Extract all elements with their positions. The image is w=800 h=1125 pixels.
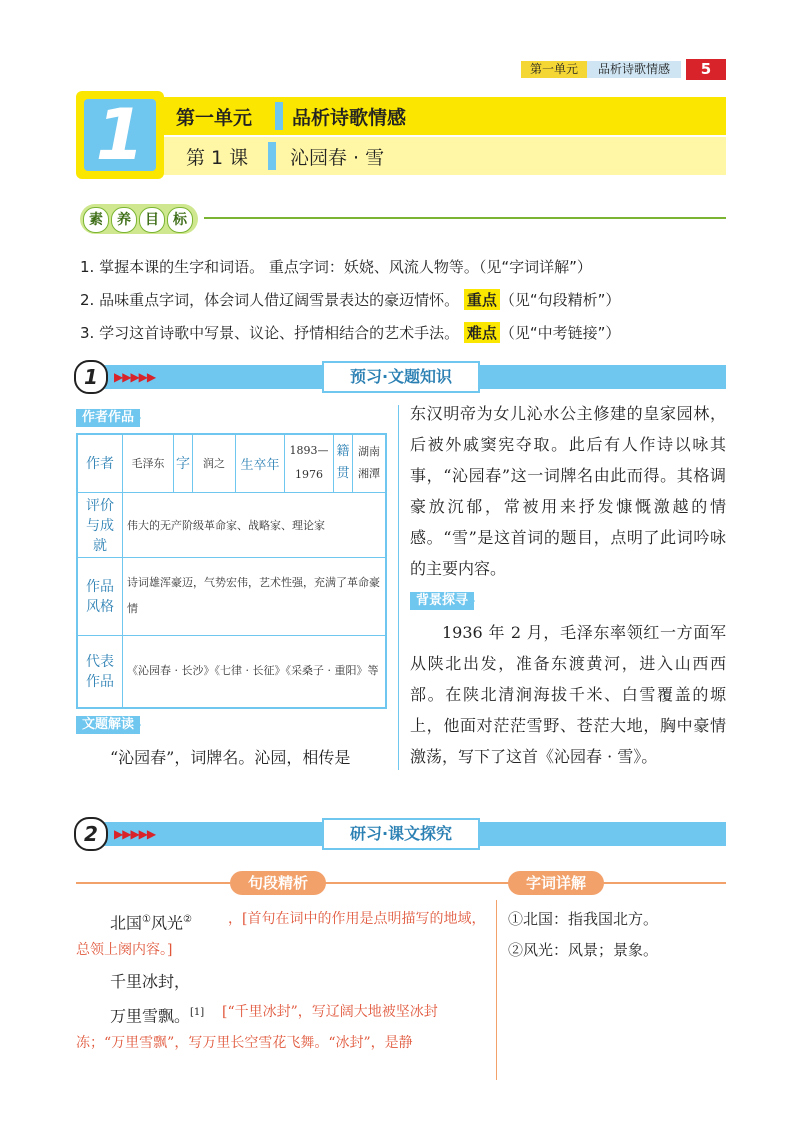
goal-text: 3. 学习这首诗歌中写景、议论、抒情相结合的艺术手法。 bbox=[80, 324, 460, 342]
goal-key-tag: 重点 bbox=[464, 289, 500, 310]
goals-heading-char: 目 bbox=[139, 207, 165, 233]
section-1-number: 1 bbox=[74, 360, 108, 394]
table-cell: 诗词雄浑豪迈，气势宏伟，艺术性强，充满了革命豪情 bbox=[123, 557, 387, 635]
poem-text: 北国 bbox=[110, 913, 143, 933]
goal-ref: （见“句段精析”） bbox=[499, 291, 621, 309]
unit-label: 第一单元 bbox=[176, 107, 253, 129]
lesson-separator bbox=[268, 142, 276, 170]
table-header-origin bbox=[334, 434, 353, 492]
title-reading-text-right: 东汉明帝为女儿沁水公主修建的皇家园林，后被外戚窦宪夺取。此后有人作诗以咏其事，“沁园春”这一词牌名由此而得。其格调豪放沉郁，常被用来抒发慷慨激越的情感。“雪”是这首词的题目，点明了此词吟咏的主要内容。 bbox=[410, 404, 726, 578]
analysis-line-2: 千里冰封， bbox=[110, 972, 191, 991]
table-cell-years bbox=[285, 434, 334, 492]
unit-topic: 品析诗歌情感 bbox=[292, 107, 407, 129]
author-works-tag: 作者作品 bbox=[76, 409, 140, 427]
goal-ref: （见“中考链接”） bbox=[499, 324, 621, 342]
table-header: 作品风格 bbox=[77, 557, 123, 635]
glossary-item-1: ①北国：指我国北方。 bbox=[508, 910, 659, 928]
analysis-note-1: ，[首句在词中的作用是点明描写的地域，总领上阕内容。] bbox=[76, 911, 486, 958]
poem-text: 万里雪飘。 bbox=[110, 1006, 191, 1026]
years-end: 1976 bbox=[295, 468, 323, 482]
lesson-number: 1 bbox=[84, 99, 156, 171]
page-number: 5 bbox=[686, 59, 726, 80]
poem-text: 风光 bbox=[150, 913, 183, 933]
origin-label-1: 籍 bbox=[336, 444, 350, 460]
goal-item-2 bbox=[80, 289, 620, 310]
column-divider bbox=[398, 405, 399, 770]
origin-2: 湘潭 bbox=[358, 467, 380, 481]
lesson-title: 沁园春 · 雪 bbox=[290, 147, 385, 169]
title-reading-tag: 文题解读 bbox=[76, 716, 140, 734]
title-reading-text-left: “沁园春”，词牌名。沁园，相传是 bbox=[110, 748, 351, 767]
annotation-ref: [1] bbox=[190, 1007, 205, 1018]
table-cell-origin bbox=[353, 434, 387, 492]
origin-1: 湖南 bbox=[358, 445, 380, 459]
analysis-tag: 句段精析 bbox=[230, 871, 326, 895]
table-cell: 伟大的无产阶级革命家、战略家、理论家 bbox=[123, 492, 387, 557]
footnote-ref: ② bbox=[183, 914, 192, 925]
glossary-tag: 字词详解 bbox=[508, 871, 604, 895]
analysis-divider bbox=[496, 900, 497, 1080]
section-1-title: 预习·文题知识 bbox=[322, 361, 480, 393]
goals-heading-char: 标 bbox=[167, 207, 193, 233]
lesson-label: 第 1 课 bbox=[186, 147, 249, 169]
footnote-ref: ① bbox=[142, 914, 151, 925]
analysis-note-3: [“千里冰封”，写辽阔大地被坚冰封冻；“万里雪飘”，写万里长空雪花飞舞。“冰封”，是静 bbox=[76, 1004, 438, 1051]
table-header: 代表作品 bbox=[77, 635, 123, 708]
header-topic: 品析诗歌情感 bbox=[587, 61, 681, 78]
table-header: 字 bbox=[174, 434, 193, 492]
goal-text: 1. 掌握本课的生字和词语。 重点字词：妖娆、风流人物等。（见“字词详解”） bbox=[80, 258, 592, 276]
goal-item-3 bbox=[80, 322, 620, 343]
background-text: 1936 年 2 月，毛泽东率领红一方面军从陕北出发，准备东渡黄河，进入山西西部。在陕北清涧海拔千米、白雪覆盖的塬上，他面对茫茫雪野、苍茫大地，胸中豪情激荡，写下了这首《沁园春 · 雪》。 bbox=[410, 623, 726, 766]
origin-label-2: 贯 bbox=[336, 466, 350, 482]
table-header: 生卒年 bbox=[236, 434, 285, 492]
goals-heading-char: 养 bbox=[111, 207, 137, 233]
goals-heading-char: 素 bbox=[83, 207, 109, 233]
section-2-arrows: ▶▶▶▶▶ bbox=[114, 827, 156, 841]
section-2-title: 研习·课文探究 bbox=[322, 818, 480, 850]
unit-separator bbox=[275, 102, 283, 130]
table-header: 评价与成就 bbox=[77, 492, 123, 557]
table-cell: 毛泽东 bbox=[123, 434, 174, 492]
section-2-divider bbox=[76, 882, 726, 884]
glossary-item-2: ②风光：风景；景象。 bbox=[508, 941, 659, 959]
background-tag: 背景探寻 bbox=[410, 592, 474, 610]
table-header: 作者 bbox=[77, 434, 123, 492]
goal-item-1 bbox=[80, 256, 592, 277]
section-1-arrows: ▶▶▶▶▶ bbox=[114, 370, 156, 384]
author-table bbox=[76, 433, 387, 709]
years-start: 1893— bbox=[289, 444, 329, 458]
header-unit: 第一单元 bbox=[521, 61, 587, 78]
goal-text: 2. 品味重点字词，体会词人借辽阔雪景表达的豪迈情怀。 bbox=[80, 291, 460, 309]
section-2-number: 2 bbox=[74, 817, 108, 851]
goal-difficult-tag: 难点 bbox=[464, 322, 500, 343]
goals-divider bbox=[204, 217, 726, 219]
table-cell: 润之 bbox=[193, 434, 236, 492]
table-cell: 《沁园春 · 长沙》《七律 · 长征》《采桑子 · 重阳》等 bbox=[123, 635, 387, 708]
